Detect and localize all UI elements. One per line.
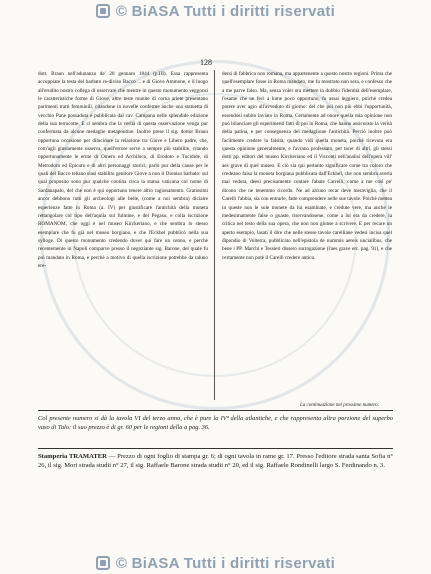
top-watermark-banner: [0, 0, 431, 22]
page-number: 128: [200, 58, 212, 67]
imprint-lead: Stamperia TRAMATER: [38, 453, 107, 460]
continuation-note: La continuazione nel prossimo numero.: [300, 403, 379, 408]
plate-caption: Col presente numero si dà la tavola VI del terzo anno, che è pure la IVª della atlantiche, e che rappresenta altra porzione del superbo vaso di Talo: il suo prezzo è di gr. 60 per le regioni della a pag. 36.: [38, 415, 393, 431]
column-divider: [214, 70, 215, 400]
divider-rule-top: [38, 410, 393, 411]
right-column-text: dersi di fabbrica non romana, ma appartenente a questo nostro regioni. Prima che quell'esemplare fosse in Roma mandato, me fu mostrato non sera, e confesso che a me parve falso. Ma, senza voler ora mettere in dubbio l'identità dell'esemplare, l'esame che ne feci a lume poco opportuno, fu assai leggiero, poichè credea potere aver agio all'avveduto di giorno: del che poi non più ebbi l'opportunità, essendosi subito inviato in Roma. Certamente ad onore quella mia opinione non può bilanciare gli esperimenti fatti di poi in Roma, che hanno assicurato la verità della patina, e per conseguenza del medaglione l'antichità. Perciò inoltre può facilmente credere la falsità, quando vidi quella moneta, poichè ricevuta era questa opinione generalmente, e l'avrano professato, per tacer di altri, gli stessi dotti pp. editori del museo Kirckeriano ed il Visconti nell'analisi dell'opera vill' aes grave di quel museo. E ciò sia qui pertanto significare come tra coloro che credeano falsa la moneta borgiana pubblicata dall'Eckhel, che non sembra averla mai veduta, deesi precisamente contare l'abate Carrelli, come a me così pe' dicono che ne tenemmo ricordo. Ne ad alcuno recar deve meraviglia, che il Carelli l'abbia, sia con entrarle, fatte comprendere nelle sue tavole. Poichè mettea in queste non le sole monete da lui esaminate, e credute vere, ma anche le medesimamente false o guaste, riservandosene, come a lui era da credere, la critica nel testo della sua opera, che non non giunse a scrivere. E per recare un aperto esempio, lasati il dire che nelle stesse tavole carelliane vedesi incisa quel dipondio di Volterra, pubblicato nell'epistola de nummis aereis uncialibus, che bene i PP. Marchi e Tessieri dissero surrogazione (l'aes grave etc. pag. 91), e che certamente non potè il Carelli credere antico.: [222, 71, 392, 261]
imprint-text: — Prezzo di ogni foglio di stampa gr. 6; di ogni tavola in rame gr. 17. Presso l'editore strada santa Sofia n° 26, il sig. Mori strada studii n° 27, il sig. Raffaele Barone strada studii n° 20, ed il sig. Raffaele Rondinelli largo S. Ferdinando n. 3.: [38, 453, 394, 470]
left-column-text: dott. Braun nell'adunanza de' 28 gennaro 1844 (p.III). Essa rappresenta accoppiate la testa del barbato re-diviso Bacco ... e di Giove Ammone, e il luogo all'erudito nostro collega di osservare che mentre in questo monumento veggonsi le caratteristiche forme di Giove, altre teste munite di corna ariete presentano parimenti tratti femminili, citandone in novelle conferme anche una statuetta di vecchio Pane possaduta e pubblicata dal cav. Campana nelle splendide edizione della sua terracotte. E ci sembra che la verità di questa osservazione venga pur confermata da alcune medaglie metapontine. Inoltre prese il sig. dottor Braun opportuna occasione per dilucidare la relazione tra Giove e Libero padre, che, com'agli giustamente osserva, quell'errore serve a sempre più stabilire, citando opportunamente le erme di Omero ed Archiloco, di Erodoto e Tucidide, di Metrodoro ed Epicuro e di altri personaggi storici; parlò pur della cause per le quali del Bacco tebano siasi stabilito genitore Giove a non il Dioniso barbato: sul qual proposito sono pur qualche contina circa la statua vaticana col nome di Sardanapalo, del che non è qui opportuno tenere altro ragionamento. Gratissimi ancor debbono tutti gli archeologi alle belle, (come a noi sembra) diciaire esperienze fatte in Roma (a. IV) per giustificare l'antichità della moneta rettangolare col tipo dell'aquila sul fulmine, e del Pegaso, e colla iscrizione ROMANOM, che oggi è nel museo Kirckeriano, e che sembra lo stesso esemplare che fu già nel museo borgiano, e che l'Eckhel pubblicò nella sua sylloge. Di questo monumento credendo dover qui fare un cenno, e perchè recentemente in Napoli comparve presso il negoziante sig. Barone, del quale fu poi mandato in Roma, e perchè a motivo di quella iscrizione potrebbe da taluno ere-: [38, 71, 208, 269]
biasa-logo-icon: [96, 556, 110, 570]
bottom-watermark-banner: [0, 552, 431, 574]
right-column: [222, 70, 392, 262]
bottom-banner-text: © BiASA Tutti i diritti riservati: [115, 554, 336, 572]
imprint-note: [38, 452, 393, 470]
left-column: [38, 70, 208, 270]
top-banner-text: © BiASA Tutti i diritti riservati: [115, 2, 336, 20]
divider-rule-bottom: [38, 448, 393, 449]
biasa-logo-icon: [96, 4, 110, 18]
